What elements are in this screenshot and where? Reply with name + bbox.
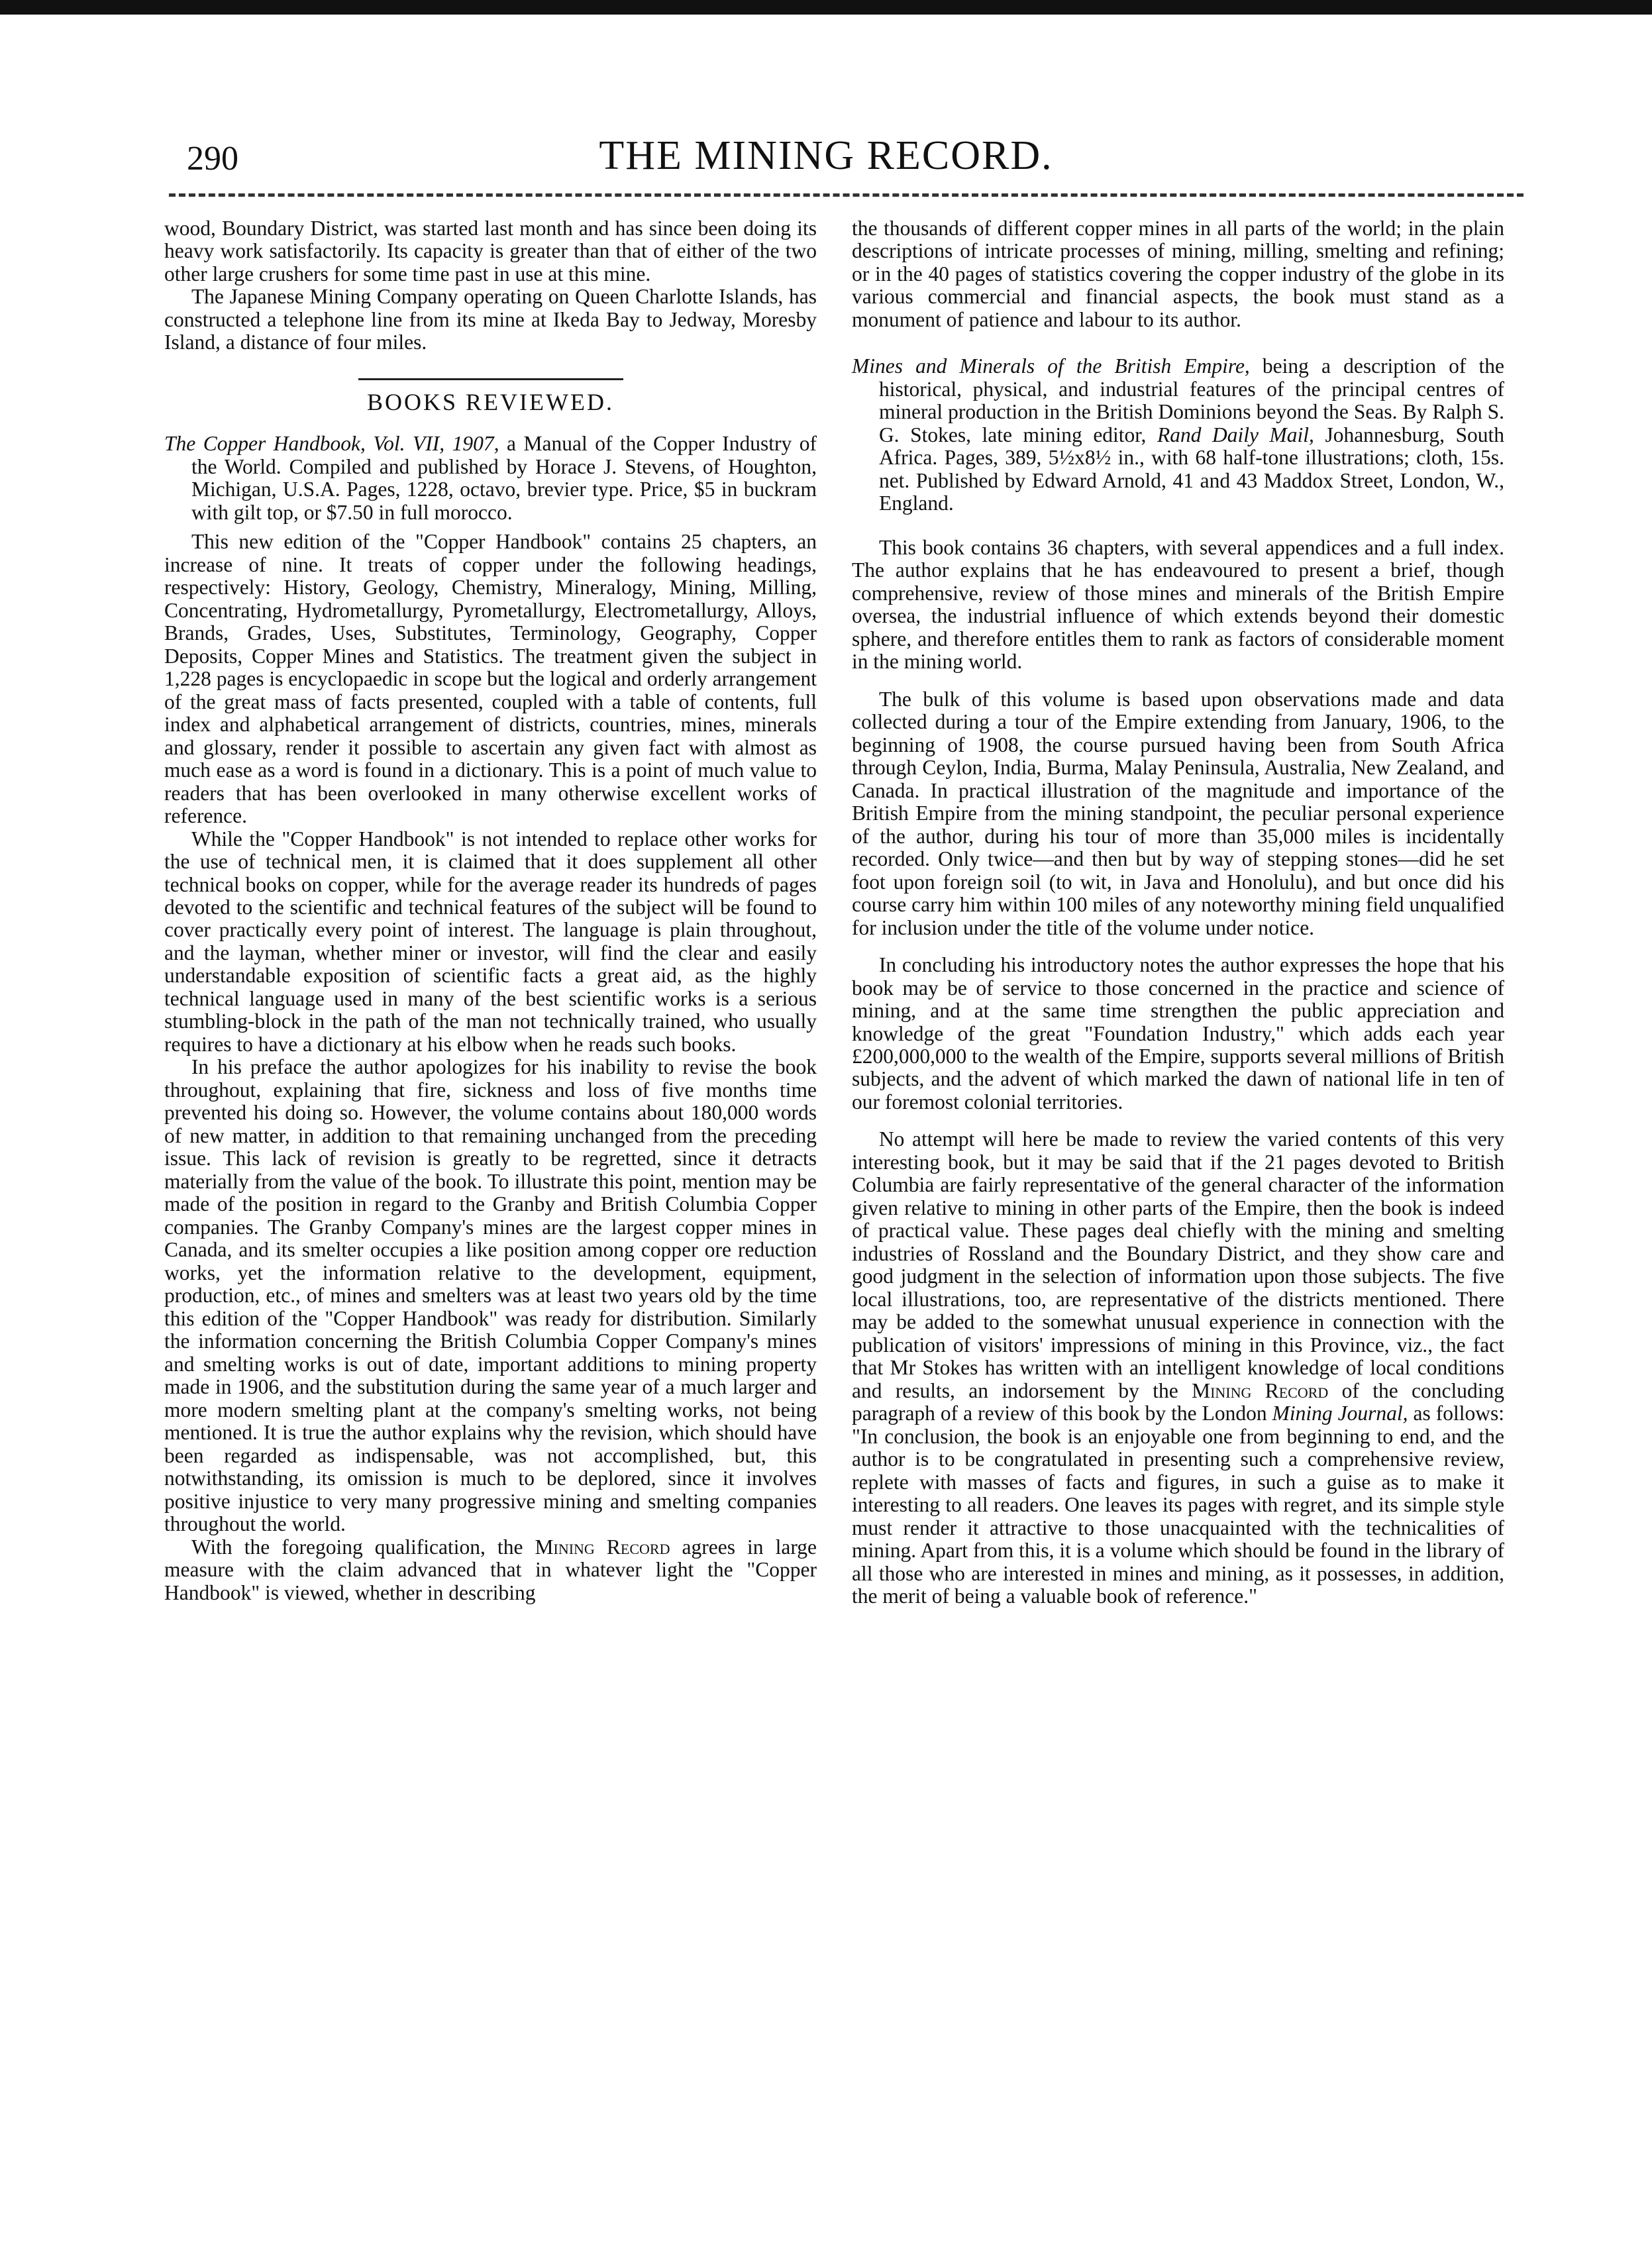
paragraph: the thousands of different copper mines in all parts of the world; in the plain descriptions of intricate processes of mining, milling, smelting and refining; or in the 40 pages of statistics covering the copper industry of the globe in its various commercial and financial aspects, the book must stand as a monument of patience and labour to its author.: [852, 217, 1504, 331]
journal-name: Mining Record: [535, 1535, 670, 1559]
paragraph: In concluding his introductory notes the author expresses the hope that his book may be of service to those concerned in the practice and science of mining, and at the same time strengthen the public appreciation and knowledge of the great "Foundation Industry," which adds each year £200,000,000 to the wealth of the Empire, supports several millions of British subjects, and the advent of which marked the dawn of national life in ten of our foremost colonial territories.: [852, 953, 1504, 1113]
book-title: Mines and Minerals of the British Empire,: [852, 354, 1250, 378]
text-run: With the foregoing qualification, the: [191, 1535, 523, 1559]
right-column: [852, 217, 1504, 1608]
paragraph: [852, 1128, 1504, 1608]
paragraph: The bulk of this volume is based upon observations made and data collected during a tour of the Empire extending from January, 1906, to the beginning of 1908, the course pursued having been from South Africa through Ceylon, India, Burma, Malay Peninsula, Australia, New Zealand, and Canada. In practical illustration of the magnitude and importance of the British Empire from the mining standpoint, the peculiar personal experience of the author, during his tour of more than 35,000 miles is incidentally recorded. Only twice—and then but by way of stepping stones—did he set foot upon foreign soil (to wit, in Java and Honolulu), and but once did his course carry him within 100 miles of any noteworthy mining field unqualified for inclusion under the title of the volume under notice.: [852, 687, 1504, 939]
book-details: Johannesburg, South Africa. Pages, 389, 5½x8½ in., with 68 half-tone illustrations; cloth, 15s. net. Published by Edward Arnold, 41 and 43 Maddox Street, London, W., England.: [878, 423, 1505, 515]
header-rule: [169, 193, 1523, 197]
paragraph: wood, Boundary District, was started last month and has since been doing its heavy work satisfactorily. Its capacity is greater than that of either of the two other large crushers for some time past in use at this mine.: [164, 217, 817, 285]
paragraph: This new edition of the "Copper Handbook" contains 25 chapters, an increase of nine. It treats of copper under the following headings, respectively: History, Geology, Chemistry, Mineralogy, Mining, Milling, Concentrating, Hydrometallurgy, Pyrometallurgy, Electrometallurgy, Alloys, Brands, Grades, Uses, Substitutes, Terminology, Geography, Copper Deposits, Copper Mines and Statistics. The treatment given the subject in 1,228 pages is encyclopaedic in scope but the logical and orderly arrangement of the great mass of facts presented, coupled with a table of contents, full index and alphabetical arrangement of districts, countries, mines, minerals and glossary, render it possible to ascertain any given fact with almost as much ease as a word is found in a dictionary. This is a point of much value to readers that has been overlooked in many otherwise excellent works of reference.: [164, 530, 817, 828]
journal-title: THE MINING RECORD.: [599, 133, 1053, 178]
section-divider: [358, 378, 623, 380]
paragraph: In his preface the author apologizes for his inability to revise the book throughout, explaining that fire, sickness and loss of five months time prevented his doing so. However, the volume contains about 180,000 words of new matter, in addition to that remaining unchanged from the preceding issue. This lack of revision is greatly to be regretted, since it detracts materially from the value of the book. To illustrate this point, mention may be made of the position in regard to the Granby and British Columbia Copper companies. The Granby Company's mines are the largest copper mines in Canada, and its smelter occupies a like position among copper ore reduction works, yet the information relative to the development, equipment, production, etc., of mines and smelters was at least two years old by the time this edition of the "Copper Handbook" was ready for distribution. Similarly the information concerning the British Columbia Copper Company's mines and smelting works is out of date, important additions to mining property made in 1906, and the substitution during the same year of a much larger and more modern smelting plant at the company's smelting works, not being mentioned. It is true the author explains why the revision, which should have been regarded as indispensable, was not accomplished, but, this notwithstanding, its omission is much to be deplored, since it involves positive injustice to very many progressive mining and smelting companies throughout the world.: [164, 1055, 817, 1536]
text-run: No attempt will here be made to review the varied contents of this very interesting book, but it may be said that if the 21 pages devoted to British Columbia are fairly representative of the general character of the information given relative to mining in other parts of the Empire, then the book is indeed of practical value. These pages deal chiefly with the mining and smelting industries of Rossland and the Boundary District, and they show care and good judgment in the selection of information upon those subjects. The five local illustrations, too, are representative of the districts mentioned. There may be added to the somewhat unusual experience in connection with the publication of visitors' impressions of mining in this Province, viz., the fact that Mr Stokes has written with an intelligent knowledge of local conditions and results, an indorsement by the: [852, 1127, 1504, 1402]
paragraph: This book contains 36 chapters, with several appendices and a full index. The author explains that he has endeavoured to present a brief, though comprehensive, review of those mines and minerals of the British Empire oversea, the industrial influence of which extends beyond their domestic sphere, and therefore entitles them to rank as factors of considerable moment in the mining world.: [852, 535, 1504, 674]
book-citation: [164, 433, 817, 524]
paragraph: [164, 1536, 817, 1604]
book-citation: [852, 355, 1504, 515]
journal-name: Mining Journal,: [1272, 1402, 1408, 1425]
book-title: The Copper Handbook, Vol. VII, 1907,: [164, 432, 499, 456]
section-title: BOOKS REVIEWED.: [367, 388, 614, 415]
newspaper-name: Rand Daily Mail,: [1157, 423, 1314, 446]
book-details: a Manual of the Copper Industry of the World. Compiled and published by Horace J. Stevens, of Houghton, Michigan, U.S.A. Pages, 1228, octavo, brevier type. Price, $5 in buckram with gilt top, or $7.50 in full morocco.: [191, 432, 817, 524]
paragraph: While the "Copper Handbook" is not intended to replace other works for the use of technical men, it is claimed that it does supplement all other technical books on copper, while for the average reader its hundreds of pages devoted to the scientific and technical features of the subject will be found to cover practically every point of interest. The language is plain throughout, and the layman, whether miner or investor, will find the clear and easily understandable exposition of scientific facts a great aid, as the highly technical language used in many of the best scientific works is a serious stumbling-block in the path of the man not technically trained, who usually requires to have a dictionary at his elbow when he reads such books.: [164, 827, 817, 1056]
paragraph: The Japanese Mining Company operating on Queen Charlotte Islands, has constructed a telephone line from its mine at Ikeda Bay to Jedway, Moresby Island, a distance of four miles.: [164, 285, 817, 354]
page-number: 290: [187, 140, 238, 178]
text-run: agrees in large measure with the claim advanced that in whatever light the "Copper Handbook" is viewed, whether in describing: [164, 1535, 817, 1604]
text-run: as follows: "In conclusion, the book is an enjoyable one from beginning to end, and the author is to be congratulated in presenting such a comprehensive review, replete with masses of facts and figures, in such a guise as to make it interesting to all readers. One leaves its pages with regret, and its simple style must render it attractive to those unacquainted with the technicalities of mining. Apart from this, it is a volume which should be found in the library of all those who are interested in mines and mining, as it possesses, in addition, the merit of being a valuable book of reference.": [852, 1402, 1505, 1608]
text-run: of the concluding paragraph of a review of this book by the London: [852, 1378, 1505, 1425]
journal-name: Mining Record: [1192, 1378, 1329, 1402]
left-column: [164, 217, 817, 1604]
top-border-rule: [0, 0, 1652, 15]
book-details: being a description of the historical, physical, and industrial features of the principal centres of mineral production in the British Dominions beyond the Seas. By Ralph S. G. Stokes, late mining editor,: [878, 354, 1505, 446]
